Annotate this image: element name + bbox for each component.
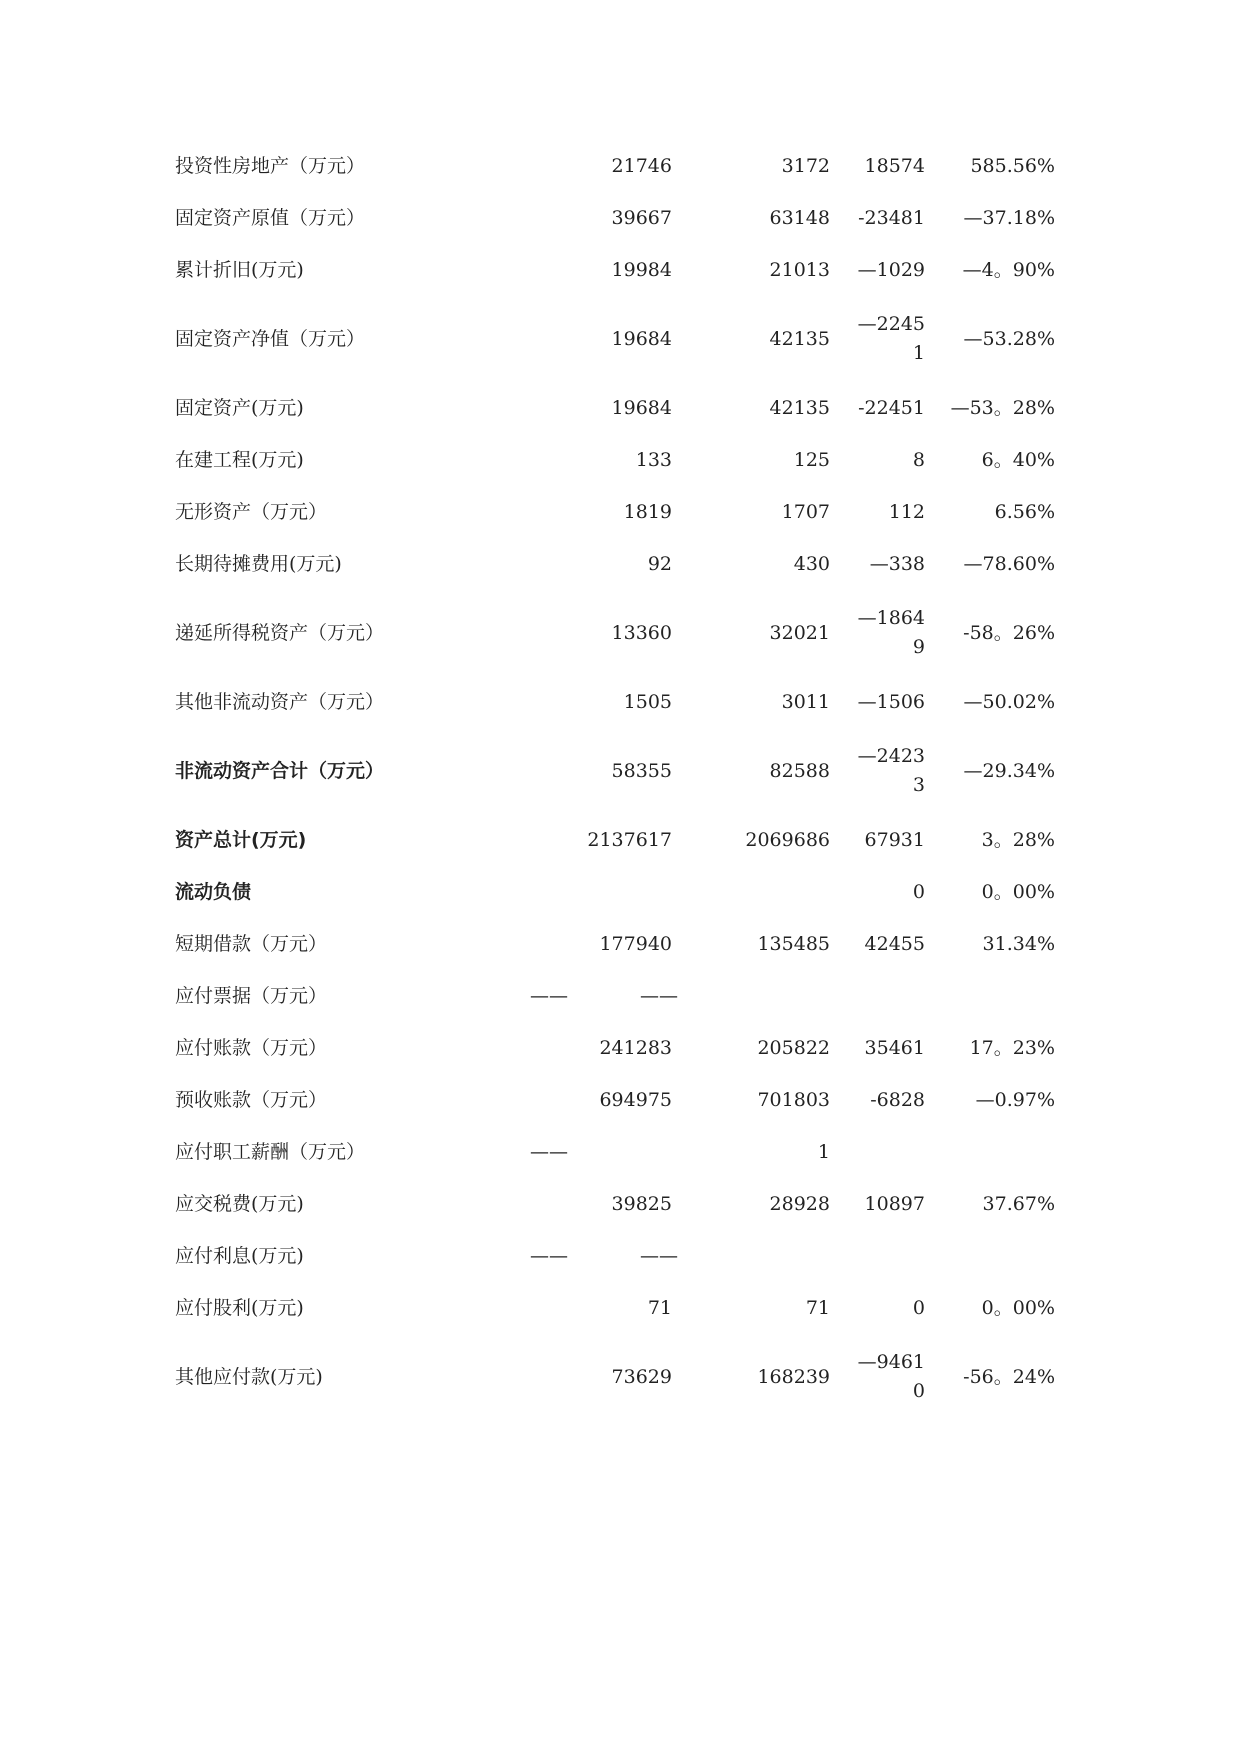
value-col2: 42135 xyxy=(769,396,830,419)
value-col1: 19984 xyxy=(611,258,672,281)
row-label: 其他应付款(万元) xyxy=(175,1365,323,1388)
value-col2: 63148 xyxy=(769,206,830,229)
value-col2-dash: —— xyxy=(640,984,678,1007)
value-col2: 82588 xyxy=(769,759,830,782)
table-row xyxy=(175,140,1055,192)
table-row xyxy=(175,918,1055,970)
table-row xyxy=(175,434,1055,486)
value-col4: 6.56% xyxy=(994,500,1055,523)
value-col1: 73629 xyxy=(611,1365,672,1388)
value-col4: —4。90% xyxy=(962,258,1055,281)
value-col3: 112 xyxy=(888,500,925,523)
wrapped-value: —18649 xyxy=(857,607,925,658)
value-col1: 2137617 xyxy=(587,828,672,851)
row-label: 应付账款（万元） xyxy=(175,1036,328,1059)
value-col1: 1819 xyxy=(623,500,672,523)
value-col3: 35461 xyxy=(864,1036,925,1059)
row-label: 应交税费(万元) xyxy=(175,1192,304,1215)
value-col1: 71 xyxy=(647,1296,672,1319)
wrapped-value: —24233 xyxy=(857,745,925,796)
row-label: 应付职工薪酬（万元） xyxy=(175,1140,366,1163)
value-col1: 694975 xyxy=(599,1088,672,1111)
table-row xyxy=(175,814,1055,866)
value-col3: -23481 xyxy=(858,206,925,229)
row-label: 递延所得税资产（万元） xyxy=(175,621,385,644)
value-col4: —53.28% xyxy=(963,327,1055,350)
value-col2: 168239 xyxy=(757,1365,830,1388)
table-row xyxy=(175,866,1055,918)
value-col2: 3172 xyxy=(781,154,830,177)
value-col1: 39825 xyxy=(611,1192,672,1215)
table-row xyxy=(175,1074,1055,1126)
row-label-total: 资产总计(万元) xyxy=(175,828,307,851)
value-col2: 1 xyxy=(817,1140,830,1163)
value-col2: 28928 xyxy=(769,1192,830,1215)
value-col4: 585.56% xyxy=(970,154,1055,177)
value-col2-dash: —— xyxy=(640,1244,678,1267)
table-row xyxy=(175,970,1055,1022)
value-col2 xyxy=(695,866,830,918)
value-col3: 10897 xyxy=(864,1192,925,1215)
value-col4: 6。40% xyxy=(981,448,1055,471)
value-col1: 21746 xyxy=(611,154,672,177)
table-row xyxy=(175,382,1055,434)
value-col4: -56。24% xyxy=(963,1365,1055,1388)
table-row xyxy=(175,676,1055,728)
table-row xyxy=(175,1178,1055,1230)
value-col2: 430 xyxy=(793,552,830,575)
table-row xyxy=(175,728,1055,814)
value-col4: —53。28% xyxy=(950,396,1055,419)
value-col2: 1707 xyxy=(781,500,830,523)
value-col1: 133 xyxy=(635,448,672,471)
value-col1: 13360 xyxy=(611,621,672,644)
value-col1: 92 xyxy=(647,552,672,575)
value-col4: 17。23% xyxy=(969,1036,1055,1059)
value-col1: 19684 xyxy=(611,396,672,419)
value-col1: 177940 xyxy=(599,932,672,955)
table-row xyxy=(175,590,1055,676)
value-col2: 125 xyxy=(793,448,830,471)
value-col3: -6828 xyxy=(870,1088,925,1111)
wrapped-value: —94610 xyxy=(857,1351,925,1402)
value-col3 xyxy=(830,1334,925,1420)
value-col3: 18574 xyxy=(864,154,925,177)
wrapped-value: —22451 xyxy=(857,313,925,364)
row-label: 应付股利(万元) xyxy=(175,1296,304,1319)
table-row xyxy=(175,1230,1055,1282)
value-col2: 42135 xyxy=(769,327,830,350)
row-label: 应付票据（万元） xyxy=(175,984,328,1007)
value-col2: 3011 xyxy=(781,690,830,713)
value-col1: 1505 xyxy=(623,690,672,713)
table-row xyxy=(175,1126,1055,1178)
value-col1: 19684 xyxy=(611,327,672,350)
value-col4: -58。26% xyxy=(963,621,1055,644)
value-col1-dash: —— xyxy=(530,984,568,1007)
row-label: 固定资产净值（万元） xyxy=(175,327,366,350)
value-col1: 241283 xyxy=(599,1036,672,1059)
table-row xyxy=(175,538,1055,590)
value-col3: 42455 xyxy=(864,932,925,955)
value-col3: 0 xyxy=(912,1296,925,1319)
value-col2: 701803 xyxy=(757,1088,830,1111)
row-label: 应付利息(万元) xyxy=(175,1244,304,1267)
row-label: 短期借款（万元） xyxy=(175,932,328,955)
row-label: 无形资产（万元） xyxy=(175,500,328,523)
value-col2: 21013 xyxy=(769,258,830,281)
value-col1 xyxy=(535,866,695,918)
value-col3: 67931 xyxy=(864,828,925,851)
value-col1-dash: —— xyxy=(530,1244,568,1267)
table-row xyxy=(175,192,1055,244)
row-label-total: 非流动资产合计（万元） xyxy=(175,759,385,782)
row-label: 固定资产(万元) xyxy=(175,396,304,419)
row-label: 预收账款（万元） xyxy=(175,1088,328,1111)
value-col2: 2069686 xyxy=(745,828,830,851)
value-col4: 3。28% xyxy=(981,828,1055,851)
value-col4: —0.97% xyxy=(975,1088,1055,1111)
value-col4: 31.34% xyxy=(982,932,1055,955)
value-col3: 8 xyxy=(912,448,925,471)
financial-table xyxy=(175,140,1055,1420)
value-col4: 0。00% xyxy=(981,880,1055,903)
value-col3: —1506 xyxy=(857,690,925,713)
value-col3: —338 xyxy=(869,552,925,575)
table-row xyxy=(175,296,1055,382)
section-heading: 流动负债 xyxy=(175,880,252,903)
value-col1: 58355 xyxy=(611,759,672,782)
value-col1: 39667 xyxy=(611,206,672,229)
value-col2: 32021 xyxy=(769,621,830,644)
value-col4: —78.60% xyxy=(963,552,1055,575)
value-col4: —29.34% xyxy=(963,759,1055,782)
table-row xyxy=(175,486,1055,538)
table-row xyxy=(175,244,1055,296)
value-col3: -22451 xyxy=(858,396,925,419)
value-col2: 135485 xyxy=(757,932,830,955)
value-col3 xyxy=(830,590,925,676)
value-col3: 0 xyxy=(912,880,925,903)
row-label: 在建工程(万元) xyxy=(175,448,304,471)
table-row xyxy=(175,1282,1055,1334)
value-col4: 37.67% xyxy=(982,1192,1055,1215)
value-col3: —1029 xyxy=(857,258,925,281)
value-col1-dash: —— xyxy=(530,1140,568,1163)
row-label: 长期待摊费用(万元) xyxy=(175,552,342,575)
value-col3 xyxy=(830,296,925,382)
row-label: 累计折旧(万元) xyxy=(175,258,304,281)
value-col3 xyxy=(830,728,925,814)
row-label: 投资性房地产（万元） xyxy=(175,154,366,177)
row-label: 固定资产原值（万元） xyxy=(175,206,366,229)
table-row xyxy=(175,1334,1055,1420)
value-col4: —50.02% xyxy=(963,690,1055,713)
value-col4: —37.18% xyxy=(963,206,1055,229)
value-col2: 205822 xyxy=(757,1036,830,1059)
row-label: 其他非流动资产（万元） xyxy=(175,690,385,713)
value-col2: 71 xyxy=(805,1296,830,1319)
value-col4: 0。00% xyxy=(981,1296,1055,1319)
table-row xyxy=(175,1022,1055,1074)
